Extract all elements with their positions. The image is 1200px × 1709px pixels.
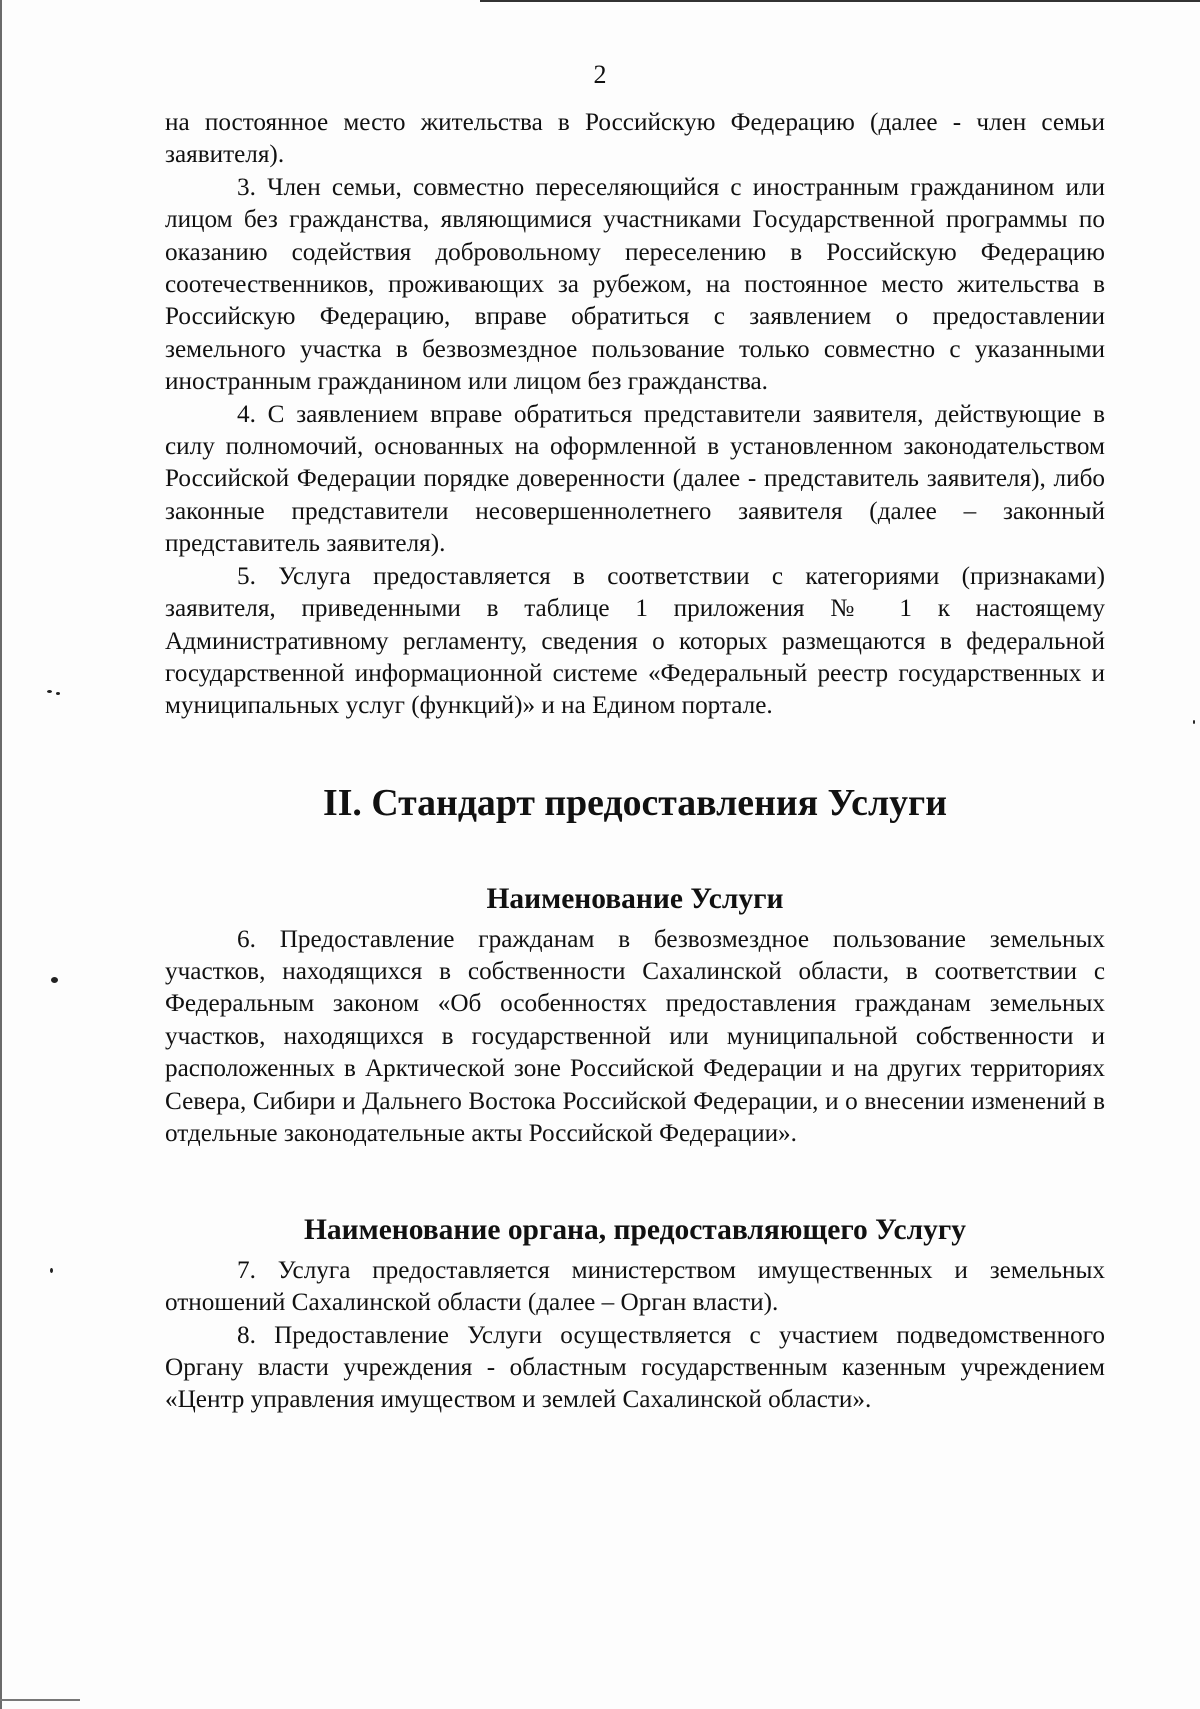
paragraph-4: 4. С заявлением вправе обратиться представители заявителя, действующие в силу полномочий, основанных на оформленной в установленном законодательством Российской Федерации порядке доверенности (далее - представитель заявителя), либо законные представители несовершеннолетнего заявителя (далее – законный представитель заявителя). [165, 400, 1105, 558]
subheading-service-name: Наименование Услуги [486, 883, 784, 916]
scan-speck [1193, 720, 1195, 724]
paragraph-continuation: на постоянное место жительства в Российскую Федерацию (далее - член семьи заявителя). [165, 109, 1105, 169]
scan-speck [56, 692, 60, 695]
scan-top-rule [480, 0, 1200, 2]
scan-bottom-rule [0, 1699, 80, 1701]
scan-left-edge [0, 0, 2, 1709]
paragraph-6: 6. Предоставление гражданам в безвозмездное пользование земельных участков, находящихся в собственности Сахалинской области, в соответствии с Федеральным законом «Об особенностях предоставления гражданам земельных участков, находящихся в государственной или муниципальной собственности и расположенных в Арктической зоне Российской Федерации и на других территориях Севера, Сибири и Дальнего Востока Российской Федерации, и о внесении изменений в отдельные законодательные акты Российской Федерации». [165, 925, 1105, 1147]
subheading-authority-name: Наименование органа, предоставляющего Услугу [304, 1214, 966, 1247]
document-body [165, 107, 1105, 1417]
paragraph-7: 7. Услуга предоставляется министерством имущественных и земельных отношений Сахалинской области (далее – Орган власти). [165, 1256, 1105, 1317]
paragraph-8: 8. Предоставление Услуги осуществляется с участием подведомственного Органу власти учреждения - областным государственным казенным учреждением «Центр управления имуществом и землей Сахалинской области». [165, 1321, 1105, 1414]
paragraph-5: 5. Услуга предоставляется в соответствии с категориями (признаками) заявителя, приведенными в таблице 1 приложения № 1 к настоящему Административному регламенту, сведения о которых размещаются в федеральной государственной информационной системе «Федеральный реестр государственных и муниципальных услуг (функций)» и на Едином портале. [165, 562, 1105, 720]
paragraph-3: 3. Член семьи, совместно переселяющийся с иностранным гражданином или лицом без гражданства, являющимися участниками Государственной программы по оказанию содействия добровольному переселению в Российскую Федерацию соотечественников, проживающих за рубежом, на постоянное место жительства в Российскую Федерацию, вправе обратиться с заявлением о предоставлении земельного участка в безвозмездное пользование только совместно с указанными иностранным гражданином или лицом без гражданства. [165, 173, 1105, 396]
scan-speck [50, 1268, 53, 1273]
section-heading-standard: II. Стандарт предоставления Услуги [323, 781, 947, 824]
scan-speck [47, 690, 52, 693]
scan-speck [51, 977, 58, 983]
page-number: 2 [593, 60, 607, 89]
